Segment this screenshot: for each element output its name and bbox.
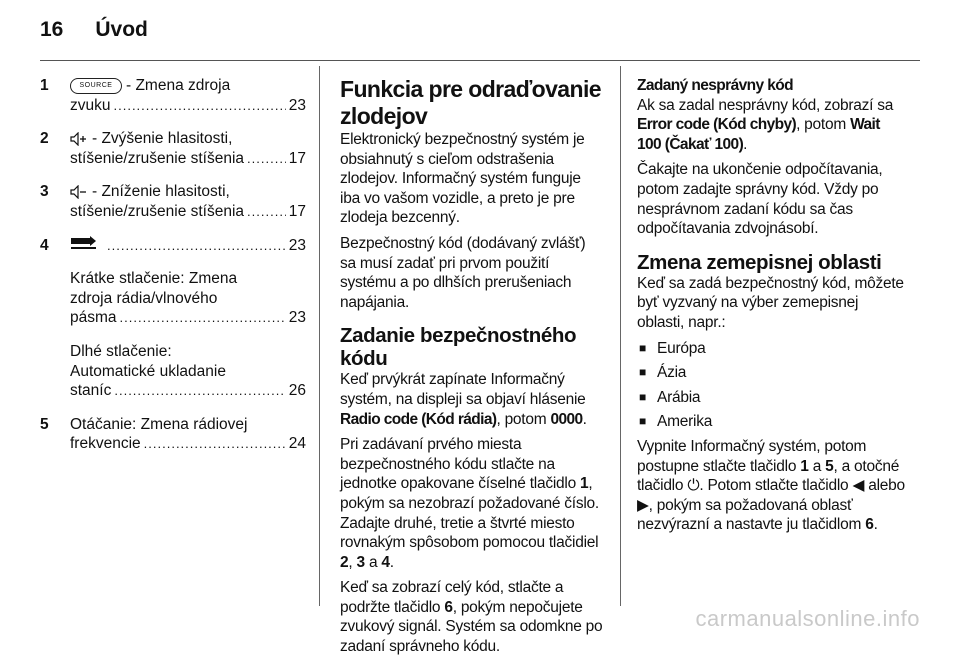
paragraph: Čakajte na ukončenie odpočítavania, potom zadajte správny kód. Vždy po nesprávnom zadaní kódu sa čas odpočítavania zdvojnásobí. [637, 161, 883, 238]
page-ref[interactable]: 23 [288, 309, 306, 327]
page-ref[interactable]: 24 [288, 435, 306, 453]
anti-theft-section [340, 76, 604, 663]
list-subitem: Dlhé stlačenie: Automatické ukladanie staníc ..... 26 [40, 342, 306, 401]
column-divider-1 [319, 66, 320, 606]
page-ref[interactable]: 23 [288, 236, 306, 254]
power-icon: ⏻ [687, 477, 700, 495]
paragraph: Elektronický bezpečnostný systém je obsiahnutý s cieľom odstrašenia zlodejov. Informačný systém funguje iba vo vašom vozidle, a preto je pre zlodeja bezcenný. [340, 131, 585, 227]
radio-band-icon [70, 236, 100, 250]
volume-up-icon [70, 132, 88, 146]
right-arrow-icon: ▶ [637, 496, 649, 514]
page-ref[interactable]: 26 [288, 382, 306, 400]
list-item: 5 Otáčanie: Zmena rádiovej frekvencie ..... 24 [40, 415, 306, 454]
page-ref[interactable]: 23 [288, 96, 306, 114]
page-header [40, 18, 148, 42]
list-subitem: Krátke stlačenie: Zmena zdroja rádia/vlnového pásma ..... 23 [40, 269, 306, 328]
code-and-region-section [637, 76, 905, 541]
paragraph: Bezpečnostný kód (dodávaný zvlášť) sa musí zadať pri prvom použití systému a po dlhších prerušeniach napájania. [340, 234, 586, 311]
paragraph: Keď sa zadá bezpečnostný kód, môžete byť vyzvaný na výber zemepisnej oblasti, napr.: [637, 274, 904, 331]
subsection-heading: Zadaný nesprávny kód [637, 77, 793, 94]
page-ref[interactable]: 17 [288, 202, 306, 220]
header-rule [40, 60, 920, 61]
left-arrow-icon: ◀ [852, 477, 865, 495]
list-item: ■ Ázia [637, 363, 905, 383]
paragraph: Keď prvýkrát zapínate Informačný systém, na displeji sa objaví hlásenie Radio code (Kód rádia), potom 0000. [340, 371, 587, 428]
paragraph: Pri zadávaní prvého miesta bezpečnostného kódu stlačte na jednotke opakovane číselné tlačidlo 1, pokým sa nezobrazí požadované číslo. Zadajte druhé, tretie a štvrté miesto rovnakým spôsobom pomocou tlačidiel 2, 3 a 4. [340, 436, 599, 571]
section-heading: Zmena zemepisnej oblasti [637, 250, 882, 274]
list-item: ■ Arábia [637, 388, 905, 408]
control-list [40, 76, 306, 468]
paragraph: Keď sa zobrazí celý kód, stlačte a podržte tlačidlo 6, pokým nepočujete zvukový signál. Systém sa odomkne po zadaní správneho kódu. [340, 579, 603, 656]
column-divider-2 [620, 66, 621, 606]
page-title: Úvod [95, 18, 148, 41]
watermark: carmanualsonline.info [695, 606, 920, 631]
section-heading: Funkcia pre odraďovanie zlodejov [340, 76, 601, 129]
list-item: 4 ..... 23 [40, 236, 306, 256]
list-item: 3 - Zníženie hlasitosti, stíšenie/zrušenie stíšenia ..... 17 [40, 182, 306, 221]
list-item: 2 - Zvýšenie hlasitosti, stíšenie/zrušenie stíšenia ..... 17 [40, 129, 306, 168]
list-item: 1 SOURCE - Zmena zdroja zvuku ..... 23 [40, 76, 306, 115]
source-button-icon: SOURCE [70, 78, 122, 94]
section-heading: Zadanie bezpečnostného kódu [340, 324, 577, 371]
page-number: 16 [40, 18, 64, 41]
volume-down-icon [70, 185, 88, 199]
list-item: ■ Európa [637, 339, 905, 359]
paragraph: Vypnite Informačný systém, potom postupne stlačte tlačidlo 1 a 5, a otočné tlačidlo ⏻. Potom stlačte tlačidlo ◀ alebo ▶, pokým sa požadovaná oblasť nezvýrazní a nastavte ju tlačidlom 6. [637, 437, 905, 534]
paragraph: Ak sa zadal nesprávny kód, zobrazí sa Error code (Kód chyby), potom Wait 100 (Čakať 100). [637, 96, 894, 153]
page-ref[interactable]: 17 [288, 149, 306, 167]
list-item: ■ Amerika [637, 412, 905, 432]
